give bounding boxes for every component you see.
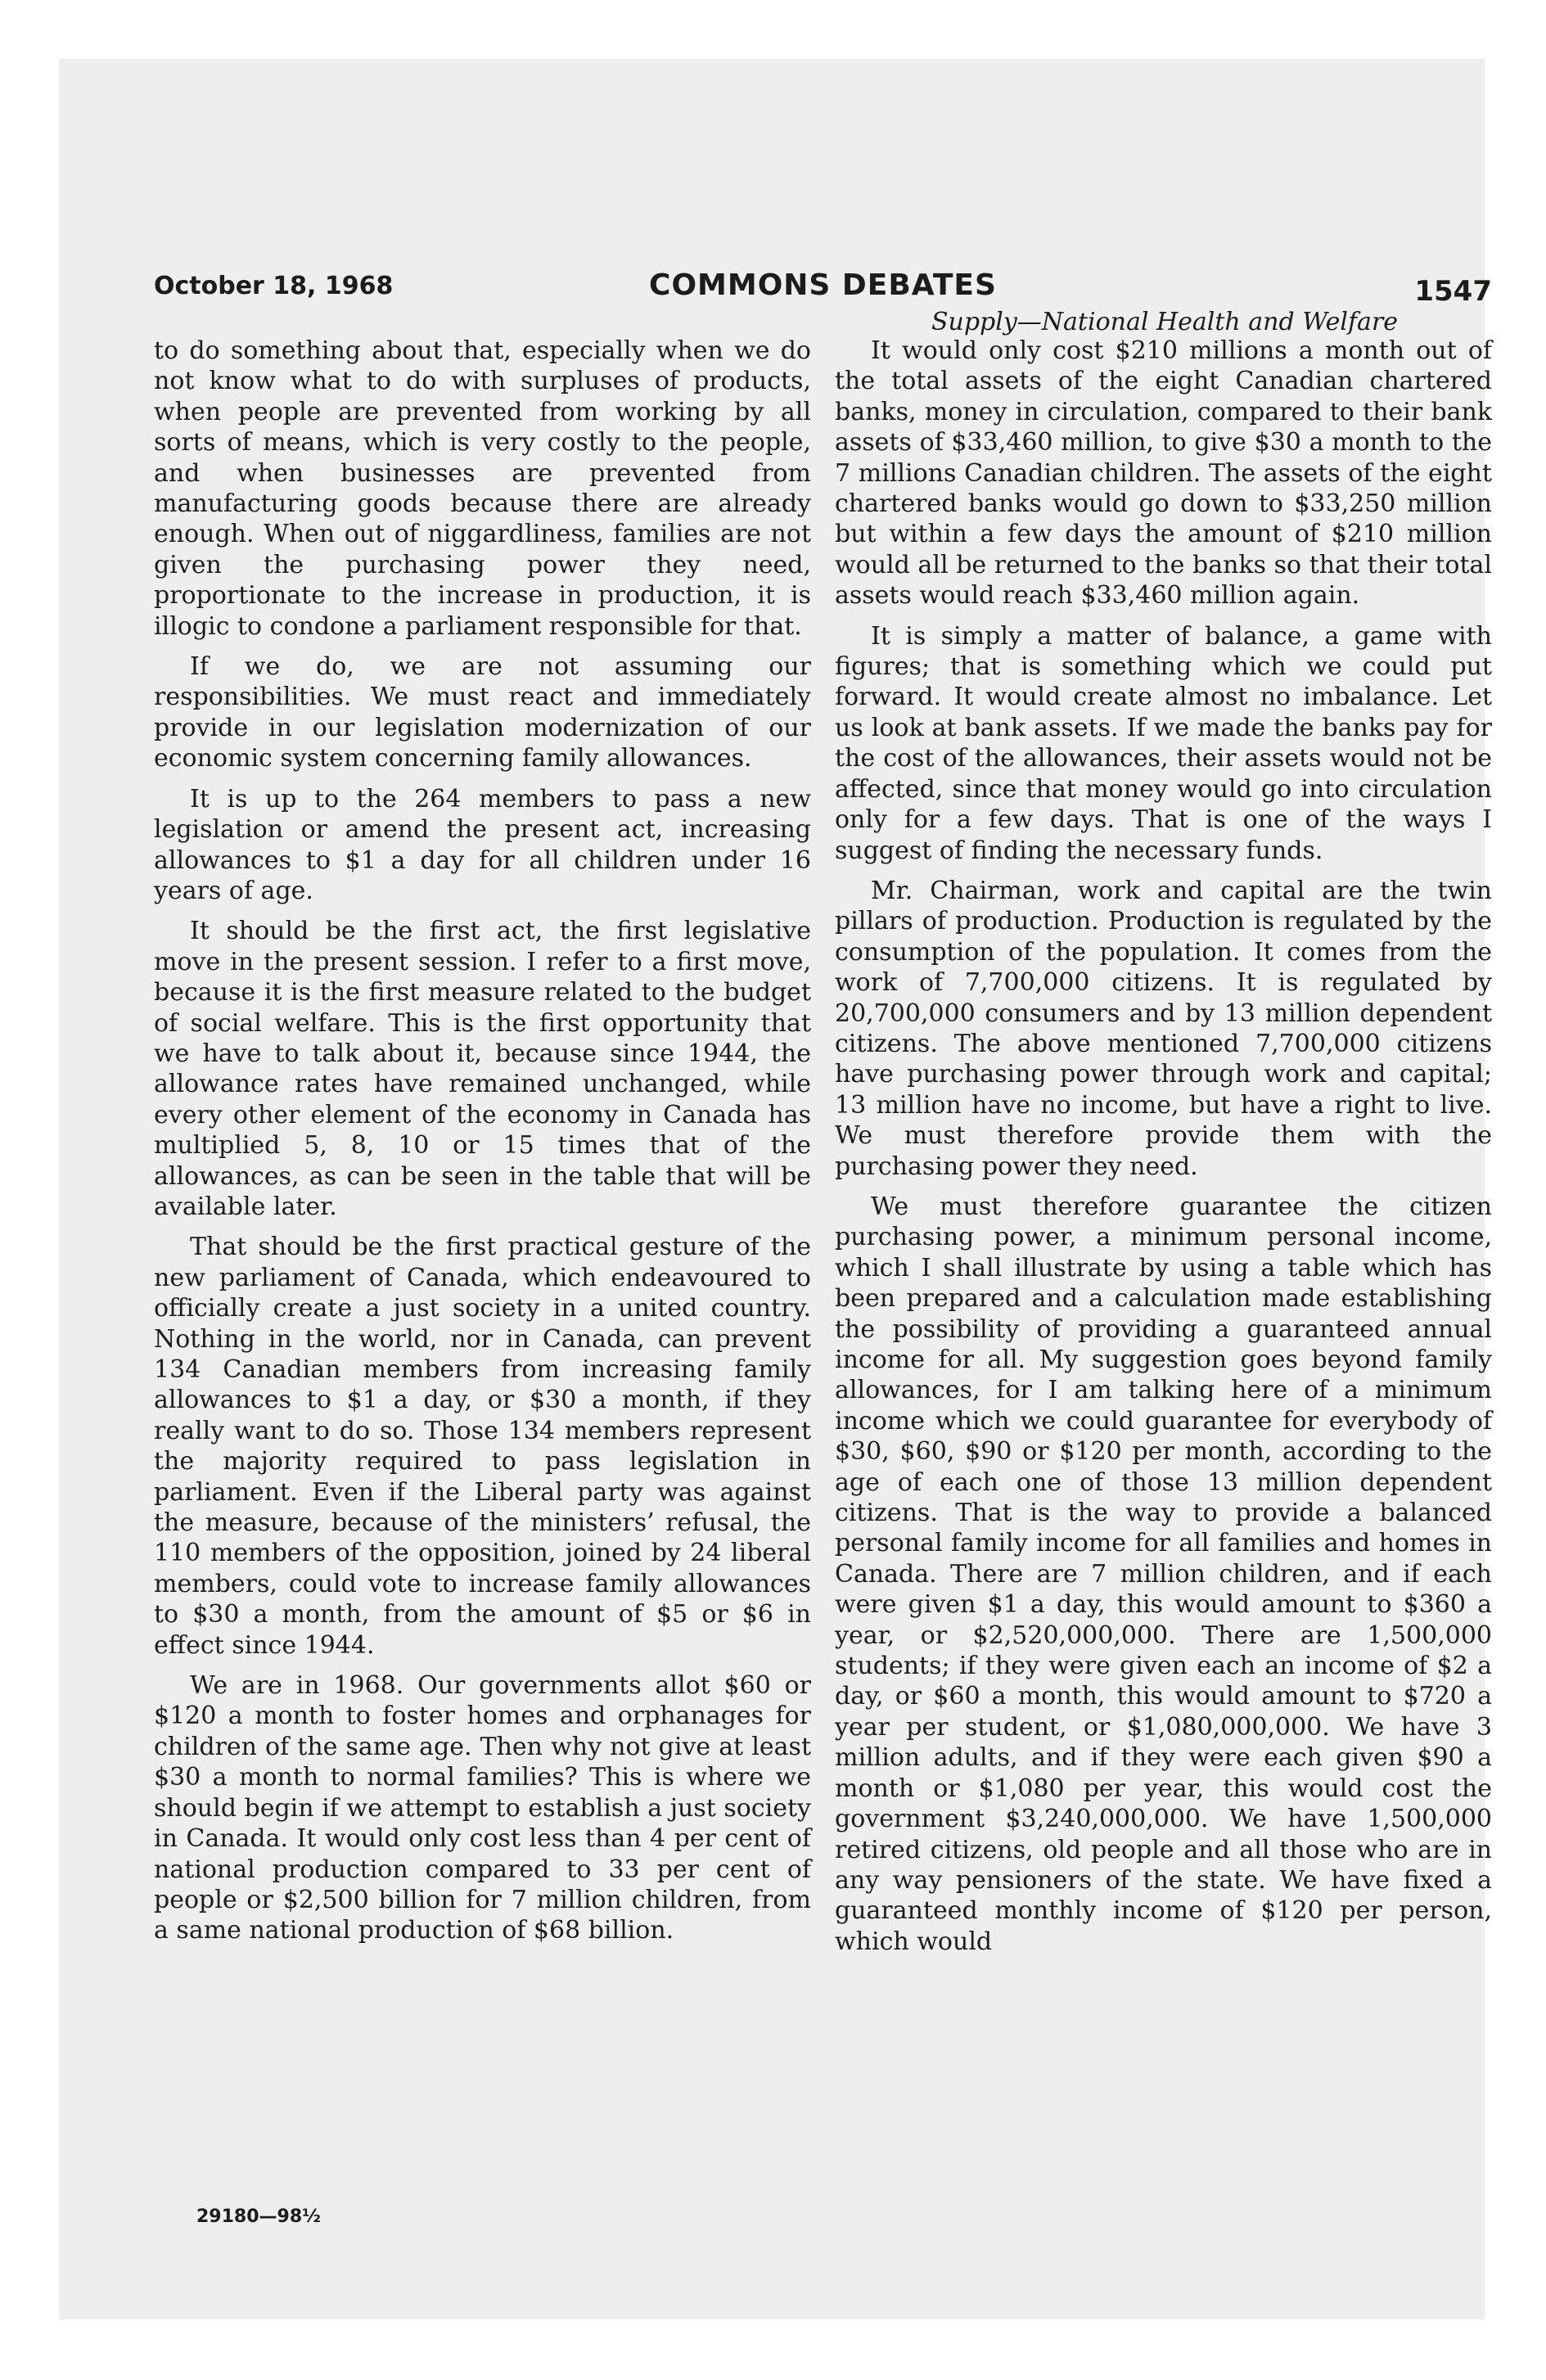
paragraph: It should be the first act, the first legislative move in the present session. I refer to a first move, because it is the first measure related to the budget of social welfare. This is the first opportunity that we have to talk about it, because since 1944, the allowance rates have remained unchanged, while every other element of the economy in Canada has multiplied 5, 8, 10 or 15 times that of the allowances, as can be seen in the table that will be available later.	[154, 917, 811, 1221]
paragraph: to do something about that, especially when we do not know what to do with surpluses of products, when people are prevented from working by all sorts of means, which is very costly to the people, and when businesses are prevented from manufacturing goods because there are already enough. When out of niggardliness, families are not given the purchasing power they need, proportionate to the increase in production, it is illogic to condone a parliament responsible for that.	[154, 336, 811, 641]
paragraph: We are in 1968. Our governments allot $60 or $120 a month to foster homes and orphanages for children of the same age. Then why not give at least $30 a month to normal families? This is where we should begin if we attempt to establish a just society in Canada. It would only cost less than 4 per cent of national production compared to 33 per cent of people or $2,500 billion for 7 million children, from a same national production of $68 billion.	[154, 1671, 811, 1945]
paragraph: It would only cost $210 millions a month out of the total assets of the eight Canadian chartered banks, money in circulation, compared to their bank assets of $33,460 million, to give $30 a month to the 7 millions Canadian children. The assets of the eight chartered banks would go down to $33,250 million but within a few days the amount of $210 million would all be returned to the banks so that their total assets would reach $33,460 million again.	[835, 336, 1492, 611]
paragraph: It is up to the 264 members to pass a new legislation or amend the present act, increasing allowances to $1 a day for all children under 16 years of age.	[154, 784, 811, 905]
right-column	[835, 336, 1492, 1967]
paragraph: If we do, we are not assuming our responsibilities. We must react and immediately provide in our legislation modernization of our economic system concerning family allowances.	[154, 652, 811, 773]
left-column	[154, 336, 811, 1956]
header-title: COMMONS DEBATES	[649, 268, 997, 302]
paragraph: We must therefore guarantee the citizen purchasing power, a minimum personal income, which I shall illustrate by using a table which has been prepared and a calculation made establishing the possibility of providing a guaranteed annual income for all. My suggestion goes beyond family allowances, for I am talking here of a minimum income which we could guarantee for everybody of $30, $60, $90 or $120 per month, according to the age of each one of those 13 million dependent citizens. That is the way to provide a balanced personal family income for all families and homes in Canada. There are 7 million children, and if each were given $1 a day, this would amount to $360 a year, or $2,520,000,000. There are 1,500,000 students; if they were given each an income of $2 a day, or $60 a month, this would amount to $720 a year per student, or $1,080,000,000. We have 3 million adults, and if they were each given $90 a month or $1,080 per year, this would cost the government $3,240,000,000. We have 1,500,000 retired citizens, old people and all those who are in any way pensioners of the state. We have fixed a guaranteed monthly income of $120 per person, which would	[835, 1192, 1492, 1956]
hansard-page	[154, 268, 1492, 2233]
paragraph: That should be the first practical gesture of the new parliament of Canada, which endeavoured to officially create a just society in a united country. Nothing in the world, nor in Canada, can prevent 134 Canadian members from increasing family allowances to $1 a day, or $30 a month, if they really want to do so. Those 134 members represent the majority required to pass legislation in parliament. Even if the Liberal party was against the measure, because of the ministers’ refusal, the 110 members of the opposition, joined by 24 liberal members, could vote to increase family allowances to $30 a month, from the amount of $5 or $6 in effect since 1944.	[154, 1233, 811, 1660]
page-header	[154, 268, 1492, 309]
print-code: 29180—98½	[196, 2206, 321, 2227]
paragraph: It is simply a matter of balance, a game with figures; that is something which we could put forward. It would create almost no imbalance. Let us look at bank assets. If we made the banks pay for the cost of the allowances, their assets would not be affected, since that money would go into circulation only for a few days. That is one of the ways I suggest of finding the necessary funds.	[835, 621, 1492, 865]
page-sheet	[59, 59, 1492, 2319]
paragraph: Mr. Chairman, work and capital are the twin pillars of production. Production is regulated by the consumption of the population. It comes from the work of 7,700,000 citizens. It is regulated by 20,700,000 consumers and by 13 million dependent citizens. The above mentioned 7,700,000 citizens have purchasing power through work and capital; 13 million have no income, but have a right to live. We must therefore provide them with the purchasing power they need.	[835, 876, 1492, 1181]
section-subheading: Supply—National Health and Welfare	[931, 308, 1399, 336]
header-date: October 18, 1968	[154, 272, 394, 300]
page-number: 1547	[1414, 275, 1492, 308]
